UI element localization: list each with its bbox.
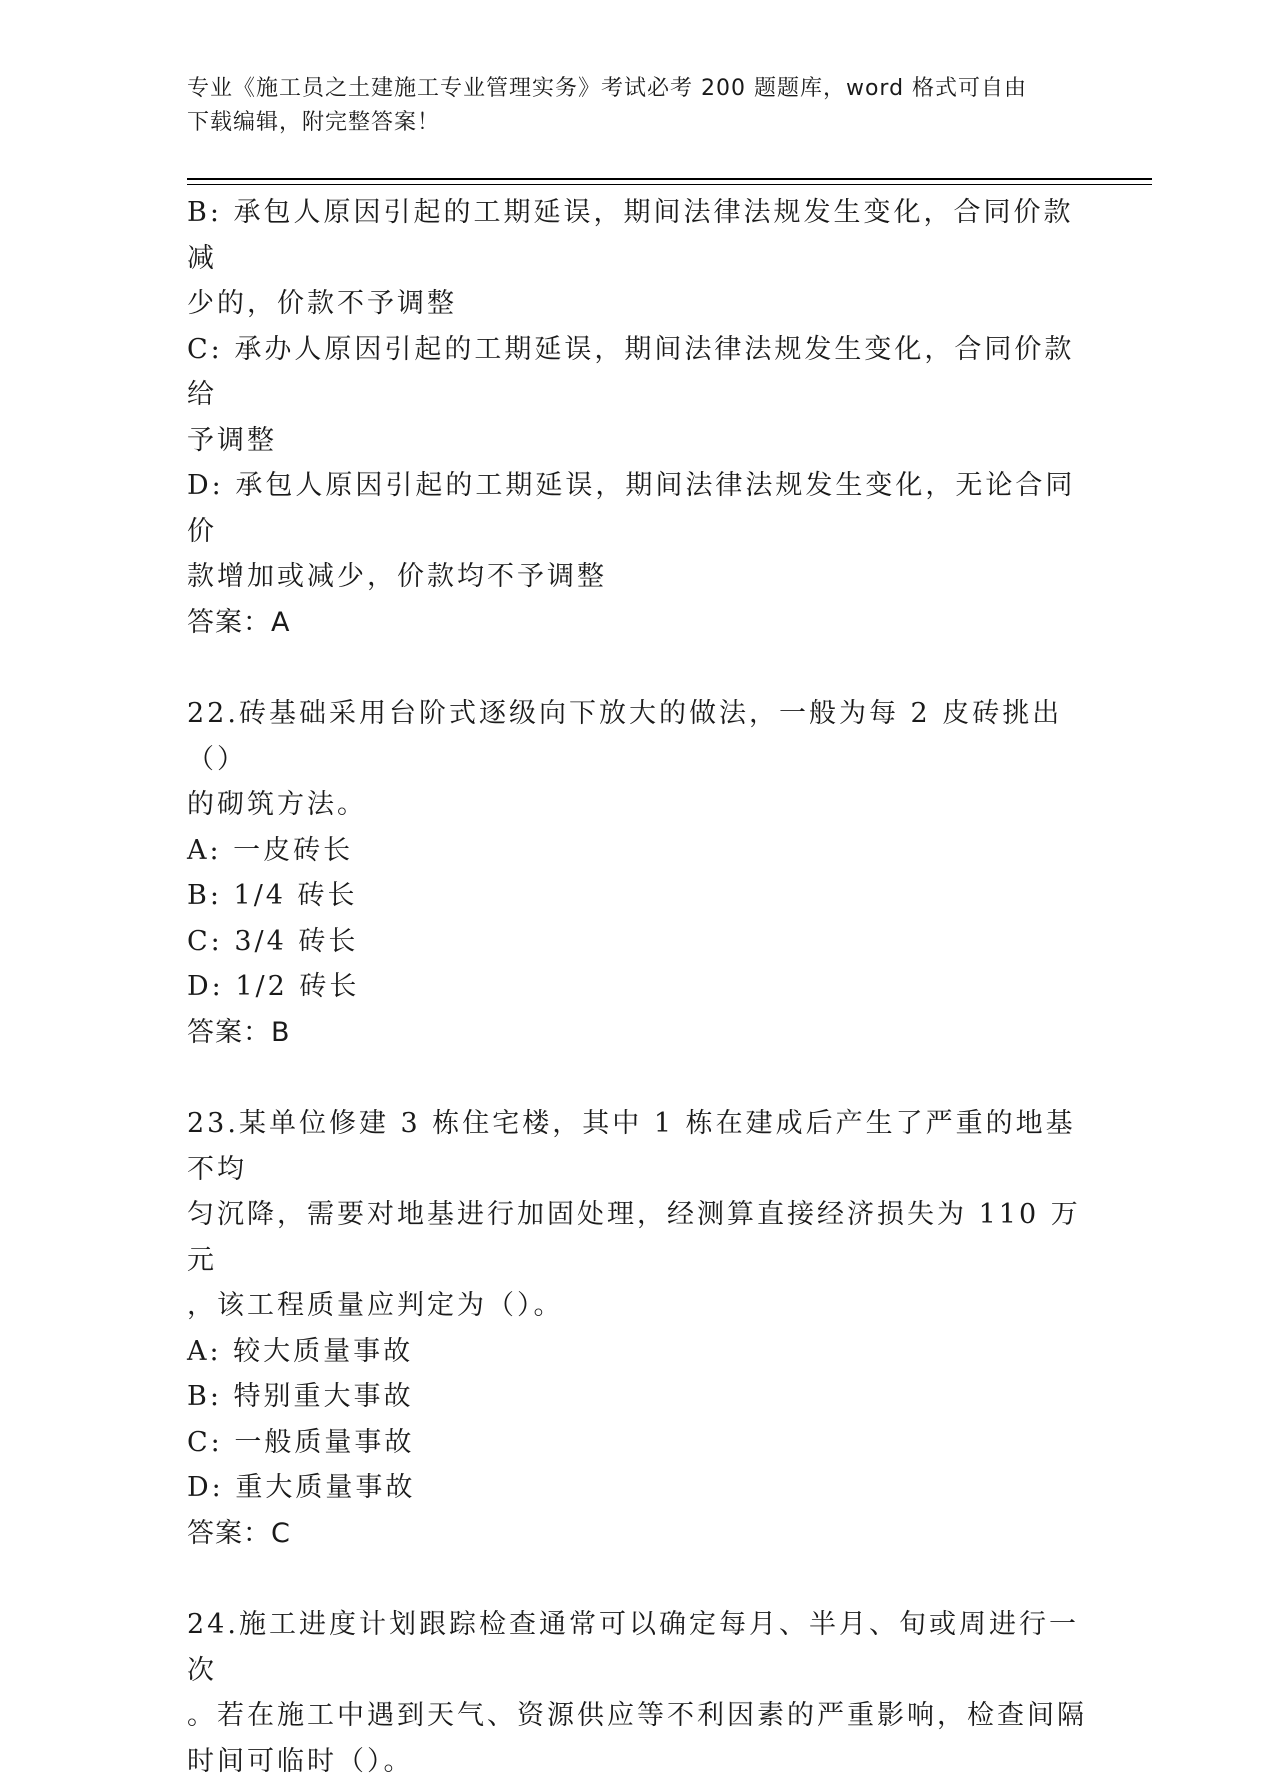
q21-option-d-line2: 款增加或减少，价款均不予调整: [187, 554, 1087, 600]
q21-option-c-line1: C: 承办人原因引起的工期延误，期间法律法规发生变化，合同价款给: [187, 327, 1087, 418]
q23-option-a: A: 较大质量事故: [187, 1329, 1087, 1375]
q22-option-d: D: 1/2 砖长: [187, 964, 1087, 1010]
document-header: [187, 72, 1087, 140]
q22-option-b: B: 1/4 砖长: [187, 873, 1087, 919]
q21-option-b-line2: 少的，价款不予调整: [187, 281, 1087, 327]
q21-option-d-line1: D: 承包人原因引起的工期延误，期间法律法规发生变化，无论合同价: [187, 463, 1087, 554]
q23-stem-line1: 23.某单位修建 3 栋住宅楼，其中 1 栋在建成后产生了严重的地基不均: [187, 1101, 1087, 1192]
question-content: [187, 190, 1087, 1784]
header-divider-thick: [187, 178, 1152, 180]
q22-answer: 答案：B: [187, 1010, 1087, 1056]
q22-option-a: A: 一皮砖长: [187, 828, 1087, 874]
q22-stem-line2: 的砌筑方法。: [187, 782, 1087, 828]
q21-option-c-line2: 予调整: [187, 418, 1087, 464]
spacer: [187, 645, 1087, 691]
question-21-block: [187, 190, 1087, 645]
spacer: [187, 1055, 1087, 1101]
q23-option-d: D: 重大质量事故: [187, 1465, 1087, 1511]
q24-stem-line2: 。若在施工中遇到天气、资源供应等不利因素的严重影响，检查间隔: [187, 1693, 1087, 1739]
q23-option-b: B: 特别重大事故: [187, 1374, 1087, 1420]
q23-stem-line2: 匀沉降，需要对地基进行加固处理，经测算直接经济损失为 110 万元: [187, 1192, 1087, 1283]
question-22-block: [187, 691, 1087, 1055]
spacer: [187, 1556, 1087, 1602]
q23-answer: 答案：C: [187, 1511, 1087, 1557]
q22-stem-line1: 22.砖基础采用台阶式逐级向下放大的做法，一般为每 2 皮砖挑出（）: [187, 691, 1087, 782]
header-line-1: 专业《施工员之土建施工专业管理实务》考试必考 200 题题库，word 格式可自由: [187, 72, 1087, 106]
question-24-block: [187, 1602, 1087, 1784]
header-line-2: 下载编辑，附完整答案！: [187, 106, 1087, 140]
header-divider-thin: [187, 184, 1152, 185]
q24-stem-line1: 24.施工进度计划跟踪检查通常可以确定每月、半月、旬或周进行一次: [187, 1602, 1087, 1693]
question-23-block: [187, 1101, 1087, 1556]
q23-option-c: C: 一般质量事故: [187, 1420, 1087, 1466]
q24-stem-line3: 时间可临时（）。: [187, 1739, 1087, 1784]
q21-option-b-line1: B: 承包人原因引起的工期延误，期间法律法规发生变化，合同价款减: [187, 190, 1087, 281]
q22-option-c: C: 3/4 砖长: [187, 919, 1087, 965]
q21-answer: 答案：A: [187, 600, 1087, 646]
q23-stem-line3: ，该工程质量应判定为（）。: [187, 1283, 1087, 1329]
